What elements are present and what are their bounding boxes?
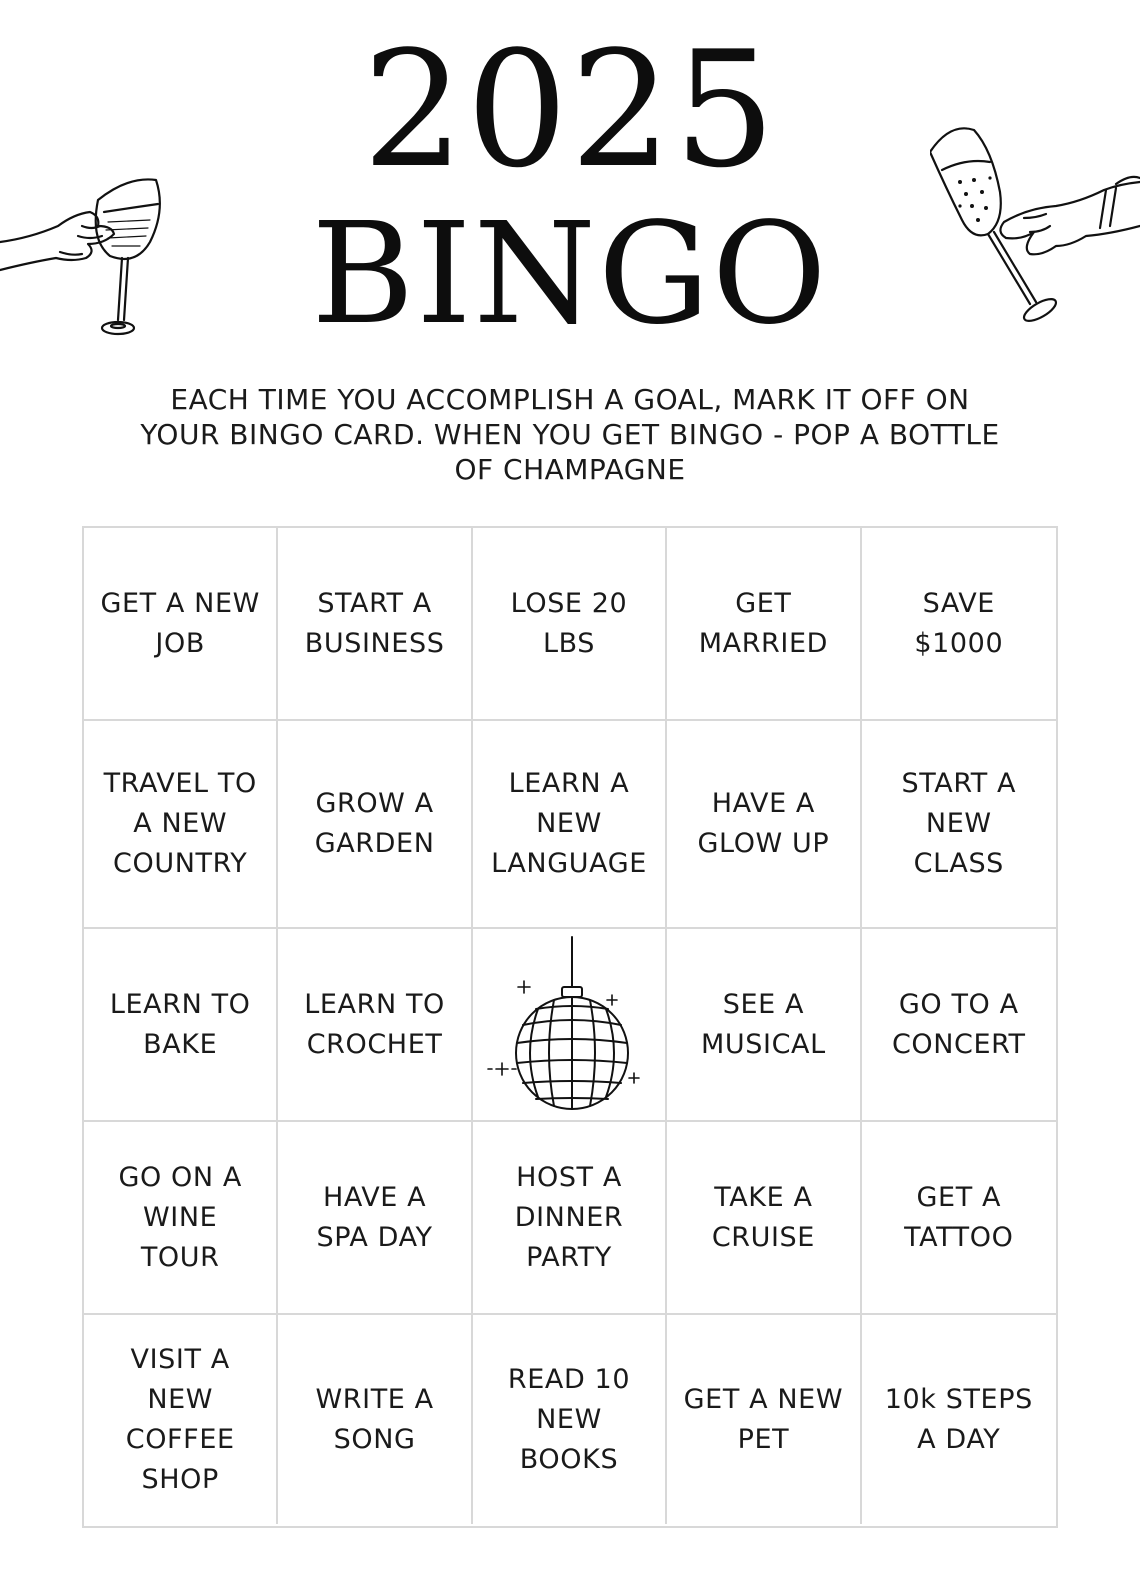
bingo-cell-label: GET A TATTOO (904, 1181, 1014, 1253)
bingo-cell-label: GO ON A WINE TOUR (118, 1161, 242, 1273)
bingo-cell[interactable] (278, 721, 472, 929)
bingo-cell-label: LOSE 20 LBS (510, 587, 628, 659)
bingo-cell-label: TRAVEL TO A NEW COUNTRY (103, 768, 257, 879)
bingo-cell-label: LEARN TO CROCHET (304, 988, 445, 1060)
bingo-cell[interactable] (667, 528, 861, 721)
bingo-cell-label: LEARN A NEW LANGUAGE (491, 768, 647, 879)
bingo-cell[interactable] (862, 929, 1056, 1122)
bingo-cell[interactable] (84, 721, 278, 929)
bingo-cell-label: HAVE A SPA DAY (316, 1181, 433, 1253)
bingo-cell-label: START A NEW CLASS (901, 768, 1017, 879)
title-bingo: BINGO (311, 193, 829, 356)
bingo-cell[interactable] (84, 528, 278, 721)
bingo-cell[interactable] (473, 528, 667, 721)
bingo-cell-label: HOST A DINNER PARTY (514, 1161, 624, 1273)
bingo-cell[interactable] (278, 528, 472, 721)
bingo-cell-label: VISIT A NEW COFFEE SHOP (125, 1343, 235, 1495)
bingo-cell[interactable] (667, 1315, 861, 1524)
bingo-cell-label: 10k STEPS A DAY (884, 1383, 1033, 1455)
bingo-cell[interactable] (667, 929, 861, 1122)
bingo-card (82, 526, 1058, 1528)
bingo-cell-label: LEARN TO BAKE (109, 988, 251, 1060)
bingo-cell-label: GET A NEW PET (683, 1383, 844, 1455)
bingo-cell-label: READ 10 NEW BOOKS (507, 1363, 631, 1475)
hand-holding-wine-glass-icon (0, 170, 175, 350)
free-space-cell[interactable] (473, 929, 667, 1122)
bingo-cell-label: TAKE A CRUISE (711, 1181, 815, 1253)
bingo-cell[interactable] (862, 528, 1056, 721)
bingo-cell[interactable] (278, 929, 472, 1122)
disco-ball-icon (484, 935, 654, 1115)
bingo-cell-label: SAVE $1000 (914, 587, 1004, 659)
title-year: 2025 (362, 16, 778, 203)
bingo-cell-label: GET A NEW JOB (100, 587, 260, 659)
bingo-cell[interactable] (84, 1122, 278, 1315)
bingo-cell[interactable] (667, 1122, 861, 1315)
hand-holding-champagne-flute-icon (930, 122, 1140, 332)
bingo-cell[interactable] (473, 721, 667, 929)
bingo-cell-label: START A BUSINESS (304, 587, 445, 659)
bingo-cell[interactable] (473, 1122, 667, 1315)
bingo-cell[interactable] (84, 1315, 278, 1524)
bingo-cell-label: WRITE A SONG (315, 1383, 434, 1455)
instructions-text: EACH TIME YOU ACCOMPLISH A GOAL, MARK IT OFF ON YOUR BINGO CARD. WHEN YOU GET BINGO - POP A BOTTLE OF CHAMPAGNE (140, 383, 1000, 486)
bingo-cell[interactable] (84, 929, 278, 1122)
bingo-cell[interactable] (862, 1122, 1056, 1315)
bingo-cell-label: SEE A MUSICAL (701, 988, 826, 1060)
bingo-cell[interactable] (667, 721, 861, 929)
bingo-cell-label: GET MARRIED (698, 587, 829, 659)
bingo-cell[interactable] (473, 1315, 667, 1524)
bingo-cell-label: GO TO A CONCERT (891, 988, 1026, 1060)
bingo-cell-label: HAVE A GLOW UP (697, 788, 830, 859)
bingo-cell[interactable] (278, 1122, 472, 1315)
bingo-cell-label: GROW A GARDEN (314, 788, 435, 859)
bingo-cell[interactable] (862, 1315, 1056, 1524)
bingo-cell[interactable] (278, 1315, 472, 1524)
bingo-cell[interactable] (862, 721, 1056, 929)
